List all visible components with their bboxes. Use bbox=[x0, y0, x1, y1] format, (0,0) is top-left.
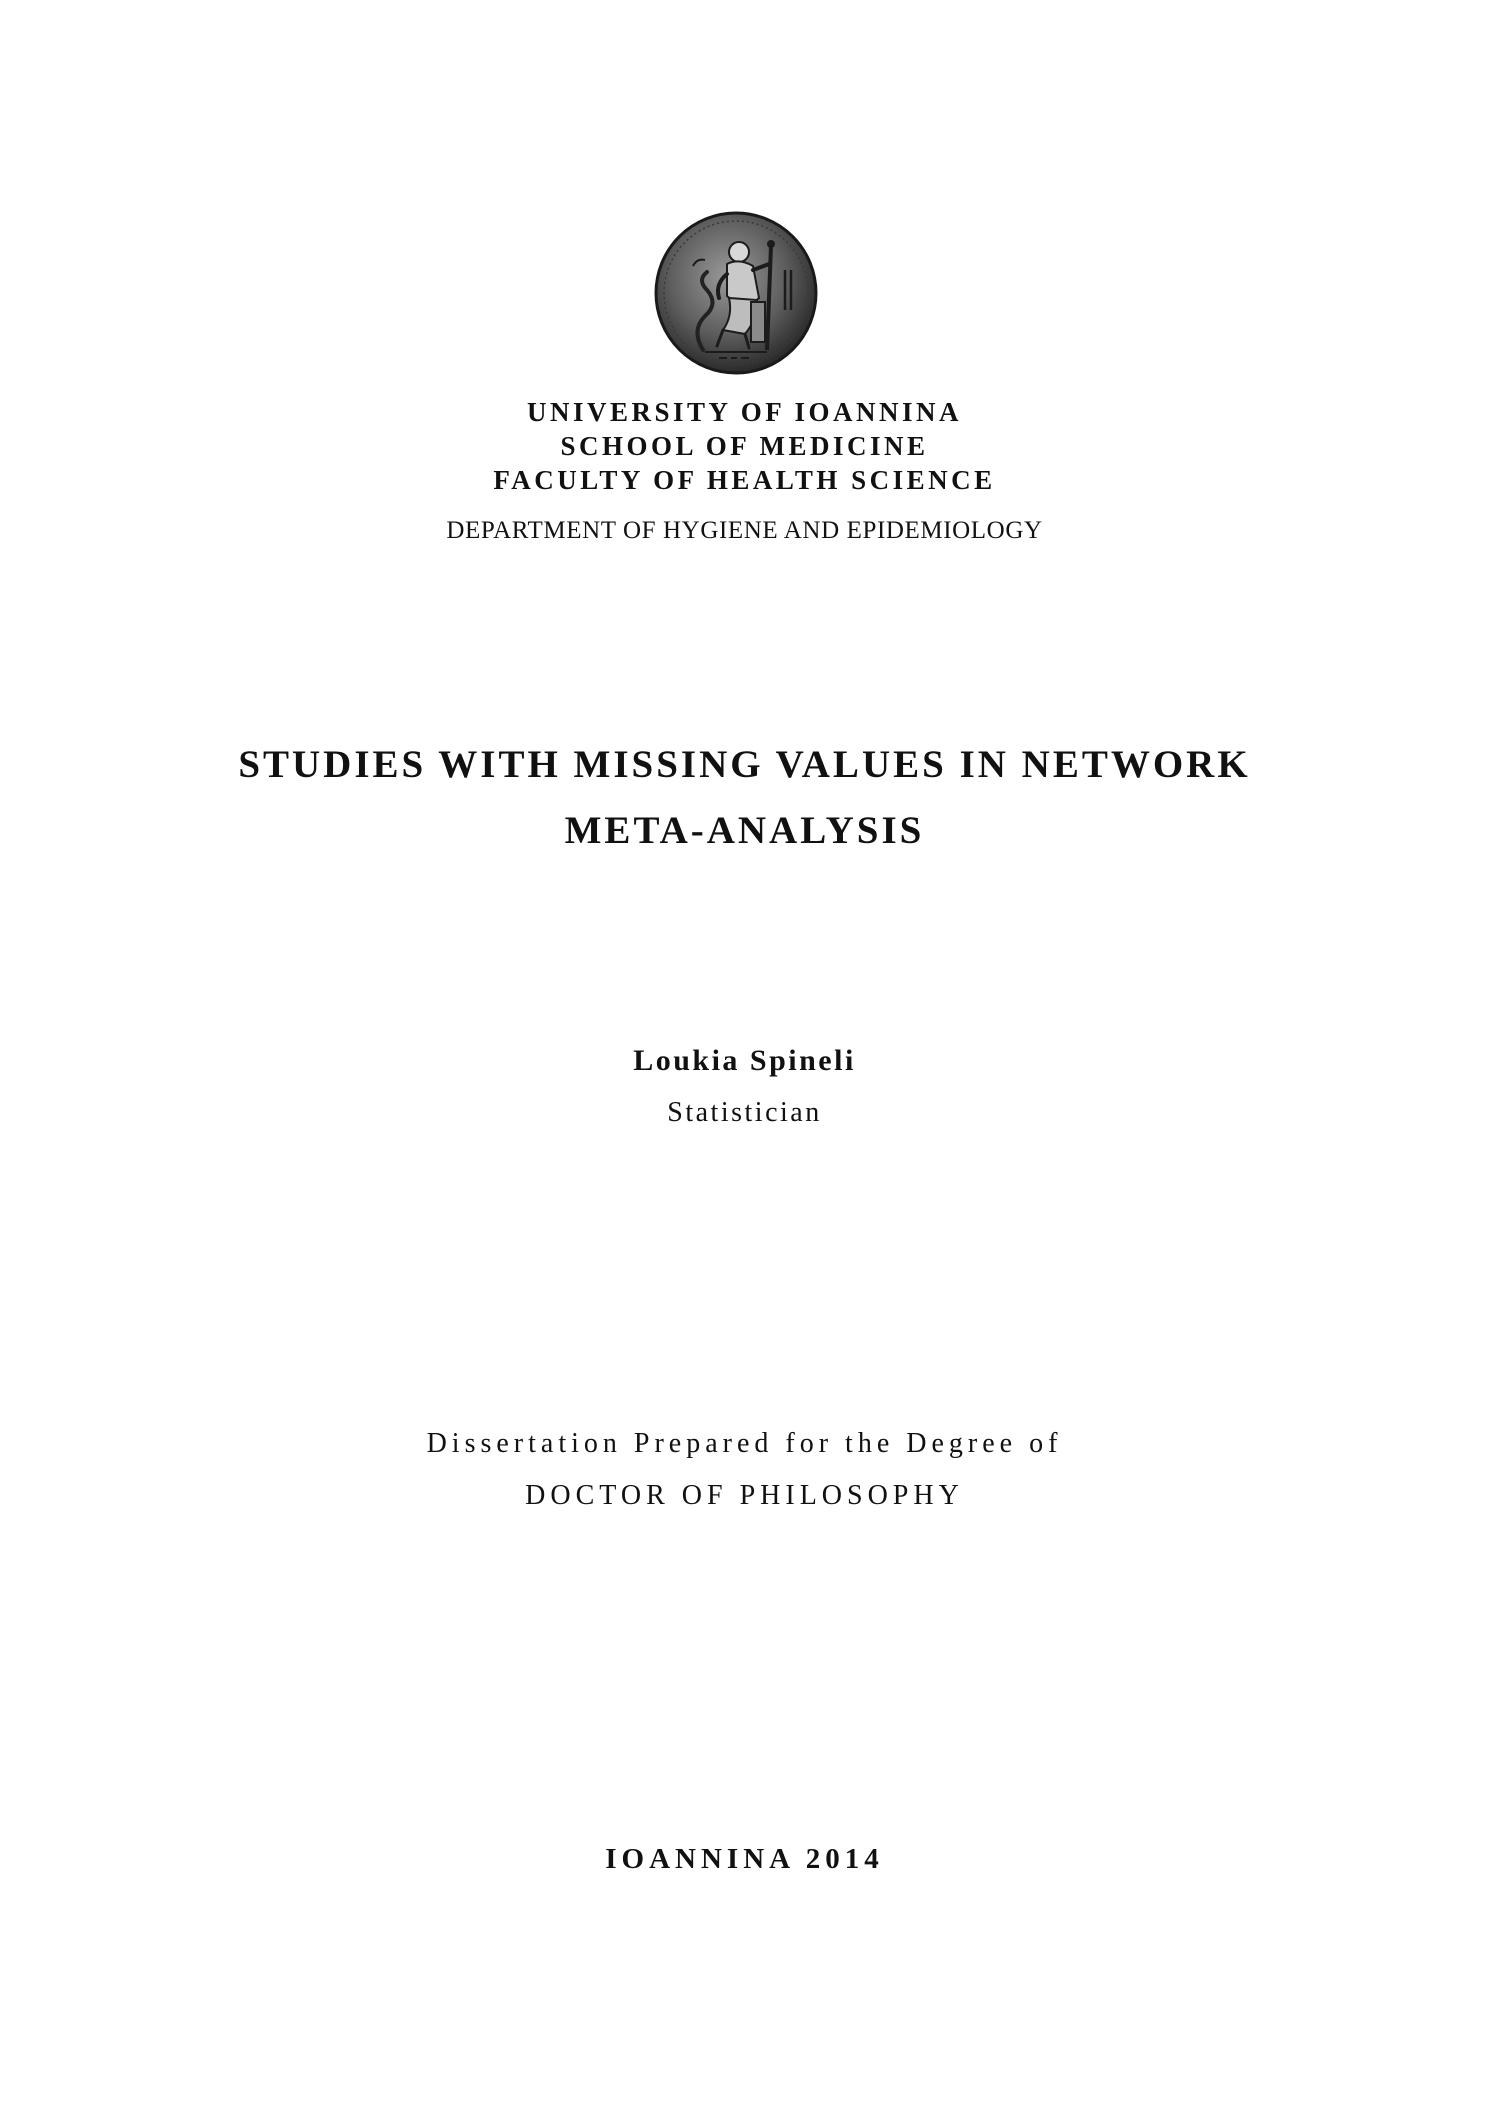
university-name: UNIVERSITY OF IOANNINA bbox=[526, 397, 963, 427]
place-and-year: IOANNINA 2014 bbox=[605, 1843, 884, 1875]
thesis-title-line-1: STUDIES WITH MISSING VALUES IN NETWORK bbox=[238, 743, 1251, 786]
thesis-title-line-2: META-ANALYSIS bbox=[564, 809, 925, 852]
department-name: DEPARTMENT OF HYGIENE AND EPIDEMIOLOGY bbox=[446, 517, 1043, 544]
coin-seal-icon bbox=[653, 210, 819, 376]
school-name: SCHOOL OF MEDICINE bbox=[560, 431, 929, 461]
author-role: Statistician bbox=[667, 1097, 822, 1128]
degree-statement: Dissertation Prepared for the Degree of bbox=[426, 1428, 1063, 1459]
author-name: Loukia Spineli bbox=[633, 1044, 856, 1077]
faculty-name: FACULTY OF HEALTH SCIENCE bbox=[493, 465, 996, 495]
degree-name: DOCTOR OF PHILOSOPHY bbox=[525, 1480, 964, 1511]
